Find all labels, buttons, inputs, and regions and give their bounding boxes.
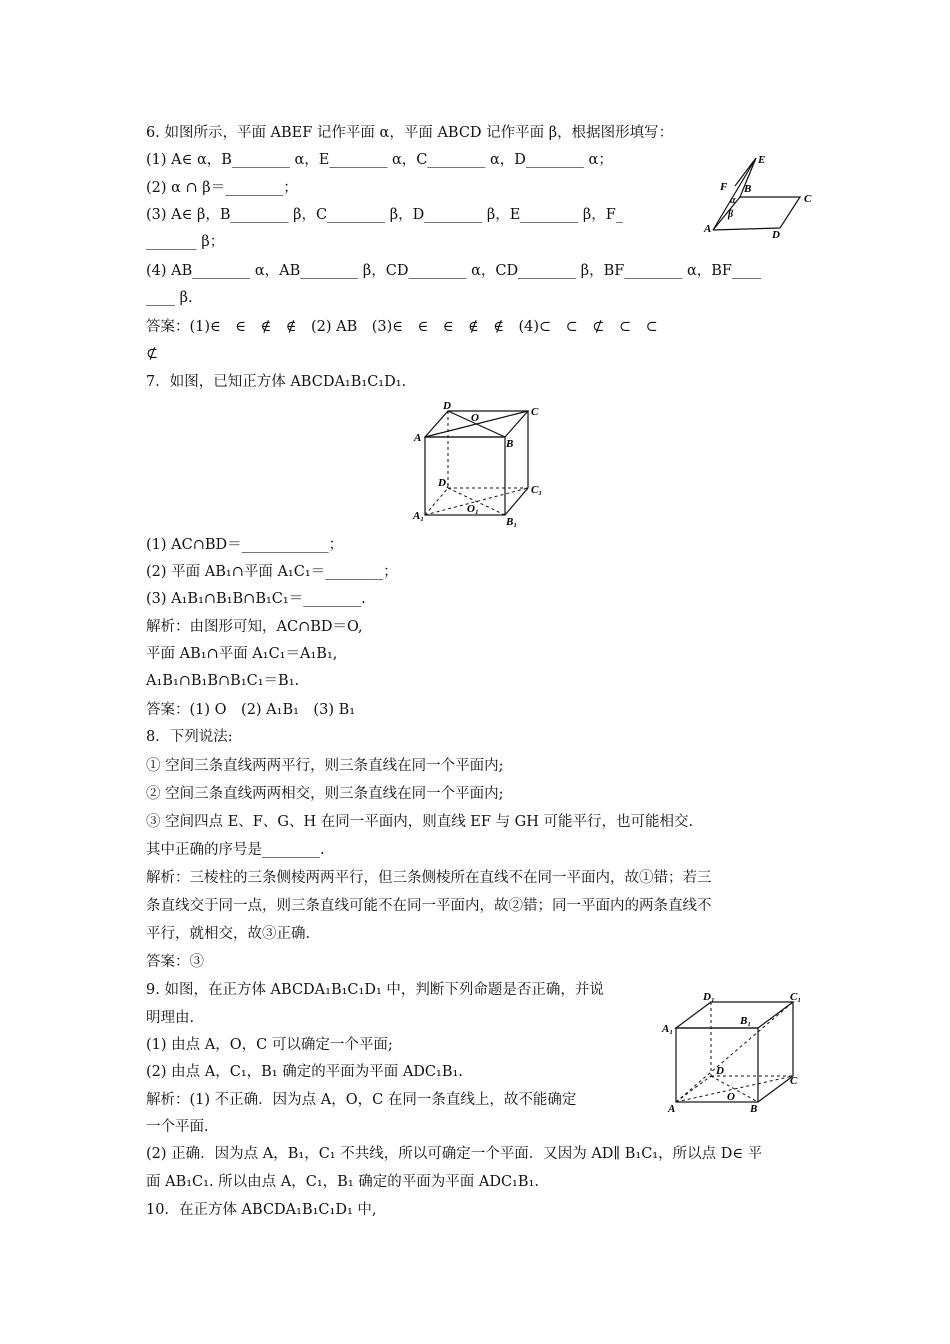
q8-answer: 答案：③ (146, 954, 204, 970)
q7-answer: 答案：(1) O (2) A₁B₁ (3) B₁ (146, 702, 356, 718)
q7-part3: (3) A₁B₁∩B₁B∩B₁C₁＝________. (146, 591, 366, 607)
q7-part1: (1) AC∩BD＝____________； (146, 537, 344, 553)
fig7-label-b1: B₁ (506, 516, 518, 528)
q6-part1: (1) A∈ α，B________ α，E________ α，C________ α，D________ α； (146, 152, 613, 168)
fig7-label-o: O (471, 412, 479, 424)
fig6-label-f: F (720, 181, 728, 193)
q8-stem: 8．下列说法: (146, 729, 233, 745)
q7-solution-2: 平面 AB₁∩平面 A₁C₁＝A₁B₁, (146, 646, 338, 662)
edge-b1c1 (505, 488, 528, 515)
fig6-label-beta: β (728, 209, 734, 220)
fig9-label-a1: A₁ (662, 1023, 674, 1035)
q7-solution-3: A₁B₁∩B₁B∩B₁C₁＝B₁. (146, 673, 300, 689)
fig6-label-alpha: α (730, 195, 736, 206)
fig6-label-a: A (704, 223, 712, 235)
q9-stem-cont: 明理由. (146, 1010, 195, 1026)
q9-cube-figure (658, 990, 808, 1115)
q8-solution-3: 平行，就相交，故③正确. (146, 926, 311, 942)
hidden-edge-a1d1 (425, 488, 448, 515)
fig7-label-c1: C₁ (531, 484, 543, 496)
fig9-label-b: B (750, 1103, 758, 1115)
fig7-label-b: B (506, 438, 514, 450)
q7-stem: 7．如图，已知正方体 ABCDA₁B₁C₁D₁. (146, 374, 407, 390)
fig9-label-c: C (790, 1075, 798, 1087)
edge-bc (758, 1076, 793, 1102)
fig9-label-a: A (668, 1103, 676, 1115)
fig6-label-b: B (744, 183, 752, 195)
q6-planes-figure (700, 150, 820, 240)
q6-part4: (4) AB________ α，AB________ β，CD________ α，CD________ β，BF________ α，BF____ (146, 263, 761, 279)
fig6-label-e: E (758, 154, 766, 166)
cube-front-face (425, 437, 505, 515)
fig7-label-d1: D₁ (438, 477, 450, 489)
fig9-label-d1: D₁ (703, 991, 715, 1003)
q9-part2: (2) 由点 A，C₁，B₁ 确定的平面为平面 ADC₁B₁. (146, 1064, 463, 1080)
plane-beta-outline (713, 197, 800, 230)
q6-part4-cont: ____ β. (146, 290, 193, 306)
q6-part3-cont: _______ β； (146, 234, 225, 250)
fig7-label-d: D (443, 400, 451, 412)
q6-part2: (2) α ∩ β＝________； (146, 180, 298, 196)
q6-answer-cont: ⊄ (146, 346, 159, 362)
q9-solution1-cont: 一个平面. (146, 1119, 209, 1135)
fig9-label-d: D (716, 1065, 724, 1077)
q9-solution2: (2) 正确．因为点 A，B₁，C₁ 不共线，所以可确定一个平面．又因为 AD∥ B₁C₁，所以点 D∈ 平 (146, 1146, 763, 1162)
fig7-label-c: C (531, 406, 539, 418)
fig7-label-a1: A₁ (413, 510, 425, 522)
q10-stem: 10．在正方体 ABCDA₁B₁C₁D₁ 中, (146, 1202, 377, 1218)
fig6-label-d: D (772, 229, 780, 240)
fig9-label-b1: B₁ (740, 1015, 752, 1027)
fig9-label-o: O (727, 1091, 735, 1103)
edge-fe (735, 158, 756, 186)
cube-top-face (676, 1002, 793, 1028)
q7-part2: (2) 平面 AB₁∩平面 A₁C₁＝________； (146, 564, 398, 580)
q6-stem: 6. 如图所示，平面 ABEF 记作平面 α，平面 ABCD 记作平面 β，根据图形填写： (146, 125, 674, 141)
q8-item3: ③ 空间四点 E、F、G、H 在同一平面内，则直线 EF 与 GH 可能平行，也可能相交. (146, 814, 694, 830)
q6-answer: 答案：(1)∈ ∈ ∉ ∉ (2) AB (3)∈ ∈ ∈ ∉ ∉ (4)⊂ ⊂ ⊄ ⊂ ⊂ (146, 319, 658, 335)
q9-part1: (1) 由点 A，O，C 可以确定一个平面; (146, 1037, 393, 1053)
hidden-diagonal-ac1 (676, 1002, 793, 1102)
q7-cube-figure (405, 395, 555, 530)
fig9-label-c1: C₁ (790, 991, 802, 1003)
q9-stem: 9. 如图，在正方体 ABCDA₁B₁C₁D₁ 中，判断下列命题是否正确，并说 (146, 982, 604, 998)
q8-question: 其中正确的序号是________. (146, 842, 325, 858)
q8-solution-2: 条直线交于同一点，则三条直线可能不在同一平面内，故②错；同一平面内的两条直线不 (146, 898, 712, 914)
q9-solution1: 解析：(1) 不正确．因为点 A，O，C 在同一条直线上，故不能确定 (146, 1092, 577, 1108)
q8-solution: 解析：三棱柱的三条侧棱两两平行，但三条侧棱所在直线不在同一平面内，故①错；若三 (146, 870, 712, 886)
q9-solution2-cont: 面 AB₁C₁. 所以由点 A，C₁，B₁ 确定的平面为平面 ADC₁B₁. (146, 1174, 539, 1190)
fig7-label-a: A (414, 432, 422, 444)
q6-part3: (3) A∈ β，B________ β，C________ β，D________ β，E________ β，F_ (146, 207, 624, 223)
q8-item2: ② 空间三条直线两两相交，则三条直线在同一个平面内; (146, 786, 504, 802)
q8-item1: ① 空间三条直线两两平行，则三条直线在同一个平面内; (146, 758, 504, 774)
fig7-label-o1: O₁ (467, 503, 479, 515)
q7-solution: 解析：由图形可知，AC∩BD＝O, (146, 619, 363, 635)
fig6-label-c: C (804, 193, 812, 205)
